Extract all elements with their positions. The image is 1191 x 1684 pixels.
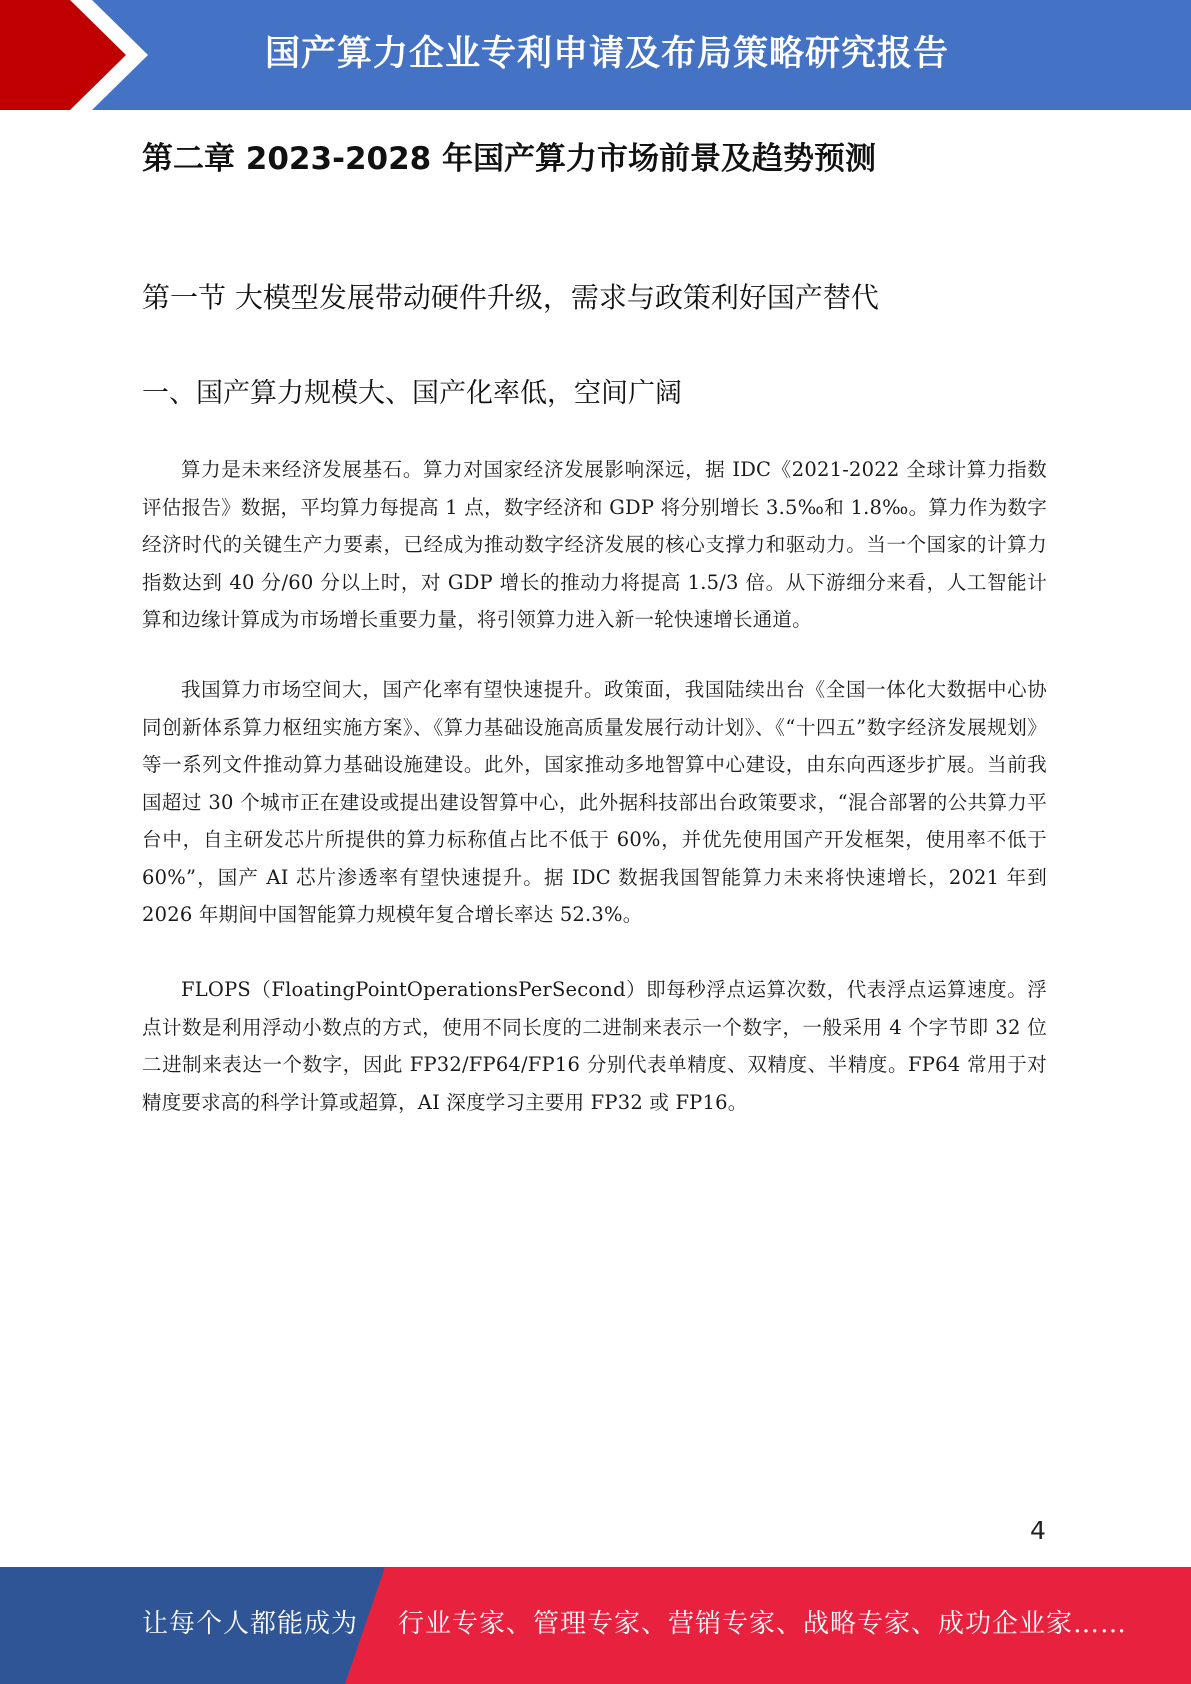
footer-band	[0, 1567, 1191, 1684]
body-paragraph: 算力是未来经济发展基石。算力对国家经济发展影响深远，据 IDC《2021-2022 全球计算力指数评估报告》数据，平均算力每提高 1 点，数字经济和 GDP 将分别增长 3.5‰和 1.8‰。算力作为数字经济时代的关键生产力要素，已经成为推动数字经济发展的核心支撑力和驱动力。当一个国家的计算力指数达到 40 分/60 分以上时，对 GDP 增长的推动力将提高 1.5/3 倍。从下游细分来看，人工智能计算和边缘计算成为市场增长重要力量，将引领算力进入新一轮快速增长通道。	[142, 458, 1047, 631]
footer-slogan-left: 让每个人都能成为	[142, 1609, 359, 1639]
subsection-title: 一、国产算力规模大、国产化率低，空间广阔	[142, 378, 682, 409]
footer-slogan-right: 行业专家、管理专家、营销专家、战略专家、成功企业家……	[398, 1609, 1128, 1639]
section-title: 第一节 大模型发展带动硬件升级，需求与政策利好国产替代	[142, 281, 879, 314]
chevron-arrow-icon	[0, 0, 160, 110]
page-number: 4	[1030, 1516, 1046, 1545]
header-band	[0, 0, 1191, 110]
body-paragraph: 我国算力市场空间大，国产化率有望快速提升。政策面，我国陆续出台《全国一体化大数据中心协同创新体系算力枢纽实施方案》、《算力基础设施高质量发展行动计划》、《“十四五”数字经济发展规划》等一系列文件推动算力基础设施建设。此外，国家推动多地智算中心建设，由东向西逐步扩展。当前我国超过 30 个城市正在建设或提出建设智算中心，此外据科技部出台政策要求，“混合部署的公共算力平台中，自主研发芯片所提供的算力标称值占比不低于 60%，并优先使用国产开发框架，使用率不低于 60%”，国产 AI 芯片渗透率有望快速提升。据 IDC 数据我国智能算力未来将快速增长，2021 年到 2026 年期间中国智能算力规模年复合增长率达 52.3%。	[142, 678, 1047, 926]
body-paragraph: FLOPS（FloatingPointOperationsPerSecond）即每秒浮点运算次数，代表浮点运算速度。浮点计数是利用浮动小数点的方式，使用不同长度的二进制来表示一个数字，一般采用 4 个字节即 32 位二进制来表达一个数字，因此 FP32/FP64/FP16 分别代表单精度、双精度、半精度。FP64 常用于对精度要求高的科学计算或超算，AI 深度学习主要用 FP32 或 FP16。	[142, 978, 1047, 1114]
report-title: 国产算力企业专利申请及布局策略研究报告	[265, 34, 950, 74]
chapter-title: 第二章 2023-2028 年国产算力市场前景及趋势预测	[142, 141, 877, 177]
